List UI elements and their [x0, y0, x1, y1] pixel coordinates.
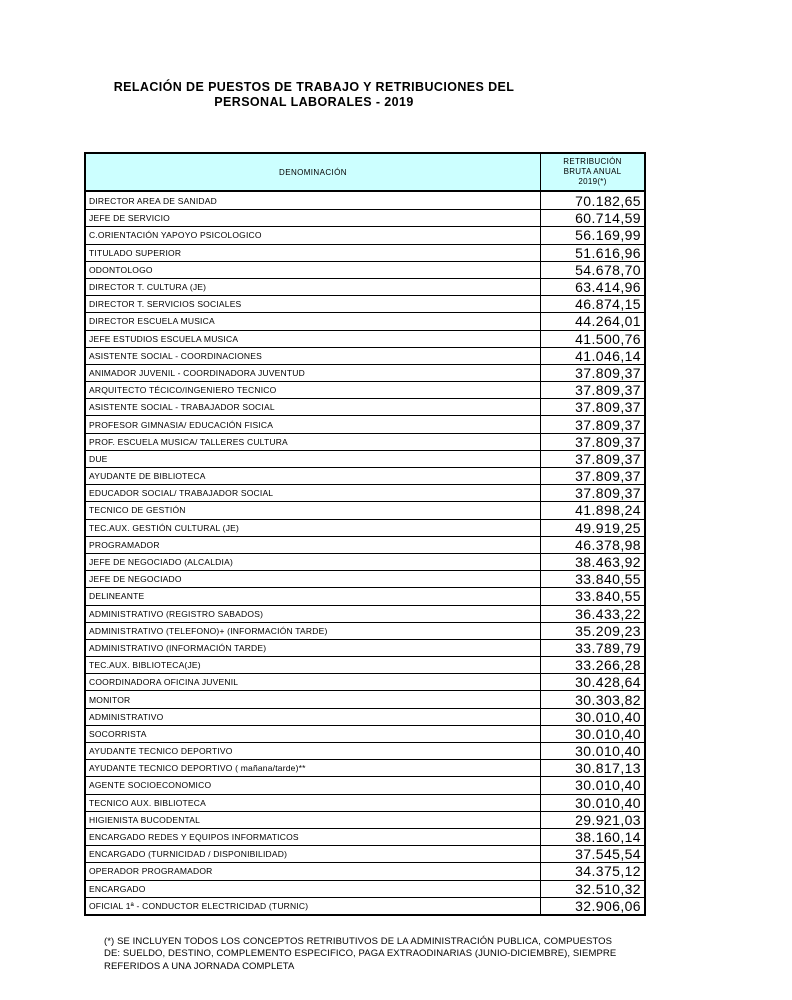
- row-denomination: ASISTENTE SOCIAL - TRABAJADOR SOCIAL: [86, 399, 541, 415]
- table-row: [86, 244, 644, 261]
- table-row: [86, 261, 644, 278]
- row-salary: 41.898,24: [575, 502, 641, 519]
- table-row: [86, 347, 644, 364]
- row-denomination: TECNICO AUX. BIBLIOTECA: [86, 795, 541, 811]
- row-salary: 35.209,23: [575, 622, 641, 639]
- row-denomination: PROFESOR GIMNASIA/ EDUCACIÓN FISICA: [86, 416, 541, 432]
- table-header-row: [86, 154, 644, 192]
- row-salary: 41.046,14: [575, 347, 641, 364]
- row-denomination: SOCORRISTA: [86, 726, 541, 742]
- table-row: [86, 330, 644, 347]
- table-row: [86, 278, 644, 295]
- row-denomination: JEFE DE SERVICIO: [86, 210, 541, 226]
- page-title-line2: PERSONAL LABORALES - 2019: [214, 95, 414, 109]
- row-denomination: TEC.AUX. BIBLIOTECA(JE): [86, 657, 541, 673]
- row-denomination: PROF. ESCUELA MUSICA/ TALLERES CULTURA: [86, 434, 541, 450]
- row-salary: 37.809,37: [575, 364, 641, 381]
- row-denomination: EDUCADOR SOCIAL/ TRABAJADOR SOCIAL: [86, 485, 541, 501]
- row-salary: 63.414,96: [575, 279, 641, 296]
- table-row: [86, 226, 644, 243]
- row-salary: 30.817,13: [575, 760, 641, 777]
- row-salary: 37.809,37: [575, 399, 641, 416]
- table-row: [86, 845, 644, 862]
- table-row: [86, 312, 644, 329]
- row-salary: 33.789,79: [575, 639, 641, 656]
- table-row: [86, 415, 644, 432]
- table-row: [86, 880, 644, 897]
- row-salary: 30.010,40: [575, 743, 641, 760]
- row-denomination: TEC.AUX. GESTIÓN CULTURAL (JE): [86, 520, 541, 536]
- table-row: [86, 794, 644, 811]
- row-denomination: HIGIENISTA BUCODENTAL: [86, 812, 541, 828]
- row-denomination: ASISTENTE SOCIAL - COORDINACIONES: [86, 348, 541, 364]
- row-denomination: AYUDANTE TECNICO DEPORTIVO ( mañana/tarde)**: [86, 760, 541, 776]
- table-row: [86, 295, 644, 312]
- row-denomination: TITULADO SUPERIOR: [86, 245, 541, 261]
- row-denomination: AGENTE SOCIOECONOMICO: [86, 777, 541, 793]
- table-row: [86, 811, 644, 828]
- page-title: [84, 80, 544, 110]
- row-salary: 46.874,15: [575, 296, 641, 313]
- table-row: [86, 897, 644, 914]
- row-salary: 46.378,98: [575, 536, 641, 553]
- table-row: [86, 484, 644, 501]
- row-denomination: ENCARGADO: [86, 881, 541, 897]
- row-salary: 38.463,92: [575, 554, 641, 571]
- row-salary: 49.919,25: [575, 519, 641, 536]
- table-row: [86, 828, 644, 845]
- row-salary: 37.809,37: [575, 382, 641, 399]
- row-denomination: OPERADOR PROGRAMADOR: [86, 863, 541, 879]
- header-salary: [541, 154, 644, 190]
- table-row: [86, 467, 644, 484]
- row-salary: 56.169,99: [575, 227, 641, 244]
- row-denomination: JEFE DE NEGOCIADO: [86, 571, 541, 587]
- table-row: [86, 570, 644, 587]
- row-denomination: OFICIAL 1ª - CONDUCTOR ELECTRICIDAD (TURNIC): [86, 898, 541, 914]
- table-body: [86, 192, 644, 914]
- row-denomination: ADMINISTRATIVO (INFORMACIÓN TARDE): [86, 640, 541, 656]
- row-denomination: ANIMADOR JUVENIL - COORDINADORA JUVENTUD: [86, 365, 541, 381]
- header-denomination: DENOMINACIÓN: [86, 154, 541, 190]
- table-row: [86, 587, 644, 604]
- row-denomination: DUE: [86, 451, 541, 467]
- table-row: [86, 501, 644, 518]
- row-salary: 37.809,37: [575, 450, 641, 467]
- row-denomination: DIRECTOR T. SERVICIOS SOCIALES: [86, 296, 541, 312]
- row-denomination: DIRECTOR AREA DE SANIDAD: [86, 192, 541, 209]
- table-row: [86, 433, 644, 450]
- row-denomination: AYUDANTE DE BIBLIOTECA: [86, 468, 541, 484]
- row-salary: 30.428,64: [575, 674, 641, 691]
- row-denomination: C.ORIENTACIÓN YAPOYO PSICOLOGICO: [86, 227, 541, 243]
- row-salary: 30.010,40: [575, 708, 641, 725]
- table-row: [86, 605, 644, 622]
- header-salary-line1: RETRIBUCIÓN: [563, 157, 622, 166]
- row-denomination: ADMINISTRATIVO (TELEFONO)+ (INFORMACIÓN TARDE): [86, 623, 541, 639]
- row-salary: 54.678,70: [575, 261, 641, 278]
- row-denomination: COORDINADORA OFICINA JUVENIL: [86, 674, 541, 690]
- row-salary: 30.010,40: [575, 794, 641, 811]
- row-denomination: ADMINISTRATIVO (REGISTRO SABADOS): [86, 606, 541, 622]
- row-denomination: DIRECTOR ESCUELA MUSICA: [86, 313, 541, 329]
- row-denomination: ENCARGADO (TURNICIDAD / DISPONIBILIDAD): [86, 846, 541, 862]
- row-denomination: DELINEANTE: [86, 588, 541, 604]
- row-denomination: ENCARGADO REDES Y EQUIPOS INFORMATICOS: [86, 829, 541, 845]
- row-salary: 33.840,55: [575, 571, 641, 588]
- table-row: [86, 536, 644, 553]
- table-row: [86, 192, 644, 209]
- row-denomination: TECNICO DE GESTIÓN: [86, 502, 541, 518]
- row-salary: 33.266,28: [575, 657, 641, 674]
- row-salary: 37.809,37: [575, 416, 641, 433]
- row-denomination: MONITOR: [86, 691, 541, 707]
- row-salary: 51.616,96: [575, 244, 641, 261]
- row-salary: 38.160,14: [575, 829, 641, 846]
- page-title-line1: RELACIÓN DE PUESTOS DE TRABAJO Y RETRIBUCIONES DEL: [113, 80, 515, 94]
- table-row: [86, 398, 644, 415]
- table-row: [86, 759, 644, 776]
- table-row: [86, 742, 644, 759]
- footnote-line3: REFERIDOS A UNA JORNADA COMPLETA: [104, 960, 295, 972]
- footnote: [104, 936, 694, 973]
- row-salary: 70.182,65: [575, 192, 641, 209]
- row-denomination: AYUDANTE TECNICO DEPORTIVO: [86, 743, 541, 759]
- table-row: [86, 639, 644, 656]
- row-salary: 41.500,76: [575, 330, 641, 347]
- row-salary: 30.010,40: [575, 725, 641, 742]
- row-denomination: ADMINISTRATIVO: [86, 709, 541, 725]
- row-salary: 30.303,82: [575, 691, 641, 708]
- table-row: [86, 690, 644, 707]
- row-salary: 36.433,22: [575, 605, 641, 622]
- header-salary-line2: BRUTA ANUAL: [563, 167, 622, 176]
- table-row: [86, 673, 644, 690]
- table-row: [86, 776, 644, 793]
- table-row: [86, 708, 644, 725]
- row-denomination: JEFE ESTUDIOS ESCUELA MUSICA: [86, 331, 541, 347]
- table-row: [86, 622, 644, 639]
- table-row: [86, 381, 644, 398]
- row-salary: 30.010,40: [575, 777, 641, 794]
- row-salary: 29.921,03: [575, 811, 641, 828]
- table-row: [86, 553, 644, 570]
- table-row: [86, 656, 644, 673]
- table-row: [86, 209, 644, 226]
- table-row: [86, 364, 644, 381]
- table-row: [86, 725, 644, 742]
- table-row: [86, 450, 644, 467]
- row-salary: 37.809,37: [575, 468, 641, 485]
- footnote-line1: (*) SE INCLUYEN TODOS LOS CONCEPTOS RETRIBUTIVOS DE LA ADMINISTRACIÓN PUBLICA, COMPUESTOS: [104, 936, 613, 947]
- row-salary: 37.809,37: [575, 485, 641, 502]
- row-denomination: DIRECTOR T. CULTURA (JE): [86, 279, 541, 295]
- row-salary: 32.510,32: [575, 880, 641, 897]
- row-denomination: JEFE DE NEGOCIADO (ALCALDIA): [86, 554, 541, 570]
- row-denomination: ARQUITECTO TÉCICO/INGENIERO TECNICO: [86, 382, 541, 398]
- salary-table: [84, 152, 646, 916]
- row-salary: 60.714,59: [575, 210, 641, 227]
- row-salary: 32.906,06: [575, 897, 641, 914]
- row-salary: 37.545,54: [575, 846, 641, 863]
- row-denomination: PROGRAMADOR: [86, 537, 541, 553]
- footnote-line2: DE: SUELDO, DESTINO, COMPLEMENTO ESPECIFICO, PAGA EXTRAODINARIAS (JUNIO-DICIEMBRE), SIEMPRE: [104, 948, 617, 960]
- row-salary: 44.264,01: [575, 313, 641, 330]
- table-row: [86, 862, 644, 879]
- row-denomination: ODONTOLOGO: [86, 262, 541, 278]
- table-row: [86, 519, 644, 536]
- header-salary-line3: 2019(*): [578, 177, 607, 186]
- row-salary: 33.840,55: [575, 588, 641, 605]
- row-salary: 34.375,12: [575, 863, 641, 880]
- row-salary: 37.809,37: [575, 433, 641, 450]
